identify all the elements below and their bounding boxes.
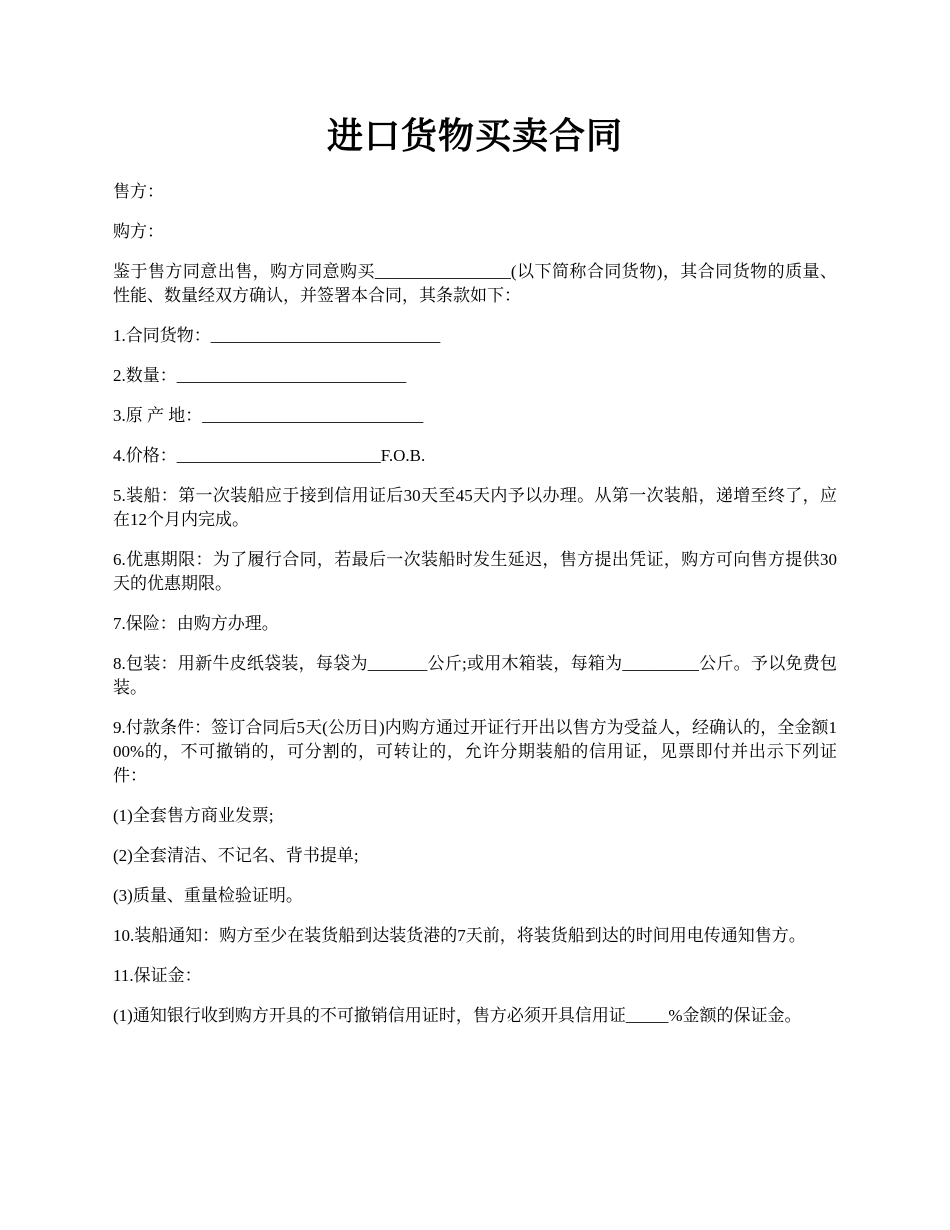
clause-grace-period: 6.优惠期限：为了履行合同，若最后一次装船时发生延迟，售方提出凭证，购方可向售方提供30天的优惠期限。 (113, 550, 837, 593)
clause-payment: 9.付款条件：签订合同后5天(公历日)内购方通过开证行开出以售方为受益人，经确认的，全金额100%的，不可撤销的，可分割的，可转让的，允许分期装船的信用证，见票即付并出示下列证件： (113, 718, 837, 785)
deposit-item-1: (1)通知银行收到购方开具的不可撤销信用证时，售方必须开具信用证_____%金额的保证金。 (113, 1006, 802, 1025)
buyer-line: 购方： (113, 222, 164, 241)
clause-packing: 8.包装：用新牛皮纸袋装，每袋为_______公斤;或用木箱装，每箱为_________公斤。予以免费包装。 (113, 654, 837, 697)
document-item-2: (2)全套清洁、不记名、背书提单; (113, 846, 359, 865)
document-item-1: (1)全套售方商业发票; (113, 806, 274, 825)
preamble-paragraph: 鉴于售方同意出售，购方同意购买________________(以下简称合同货物)，其合同货物的质量、性能、数量经双方确认，并签署本合同，其条款如下： (113, 262, 837, 305)
seller-line: 售方： (113, 182, 164, 201)
clause-origin: 3.原 产 地：__________________________ (113, 406, 424, 425)
clause-price: 4.价格：________________________F.O.B. (113, 446, 426, 465)
clause-shipment: 5.装船：第一次装船应于接到信用证后30天至45天内予以办理。从第一次装船，递增至终了，应在12个月内完成。 (113, 486, 837, 529)
clause-quantity: 2.数量：___________________________ (113, 366, 407, 385)
document-item-3: (3)质量、重量检验证明。 (113, 886, 303, 905)
clause-shipping-notice: 10.装船通知：购方至少在装货船到达装货港的7天前，将装货船到达的时间用电传通知售方。 (113, 926, 806, 945)
document-body (113, 180, 837, 1044)
document-title: 进口货物买卖合同 (326, 116, 623, 156)
clause-insurance: 7.保险：由购方办理。 (113, 614, 279, 633)
clause-goods: 1.合同货物：___________________________ (113, 326, 441, 345)
clause-deposit: 11.保证金： (113, 966, 202, 985)
